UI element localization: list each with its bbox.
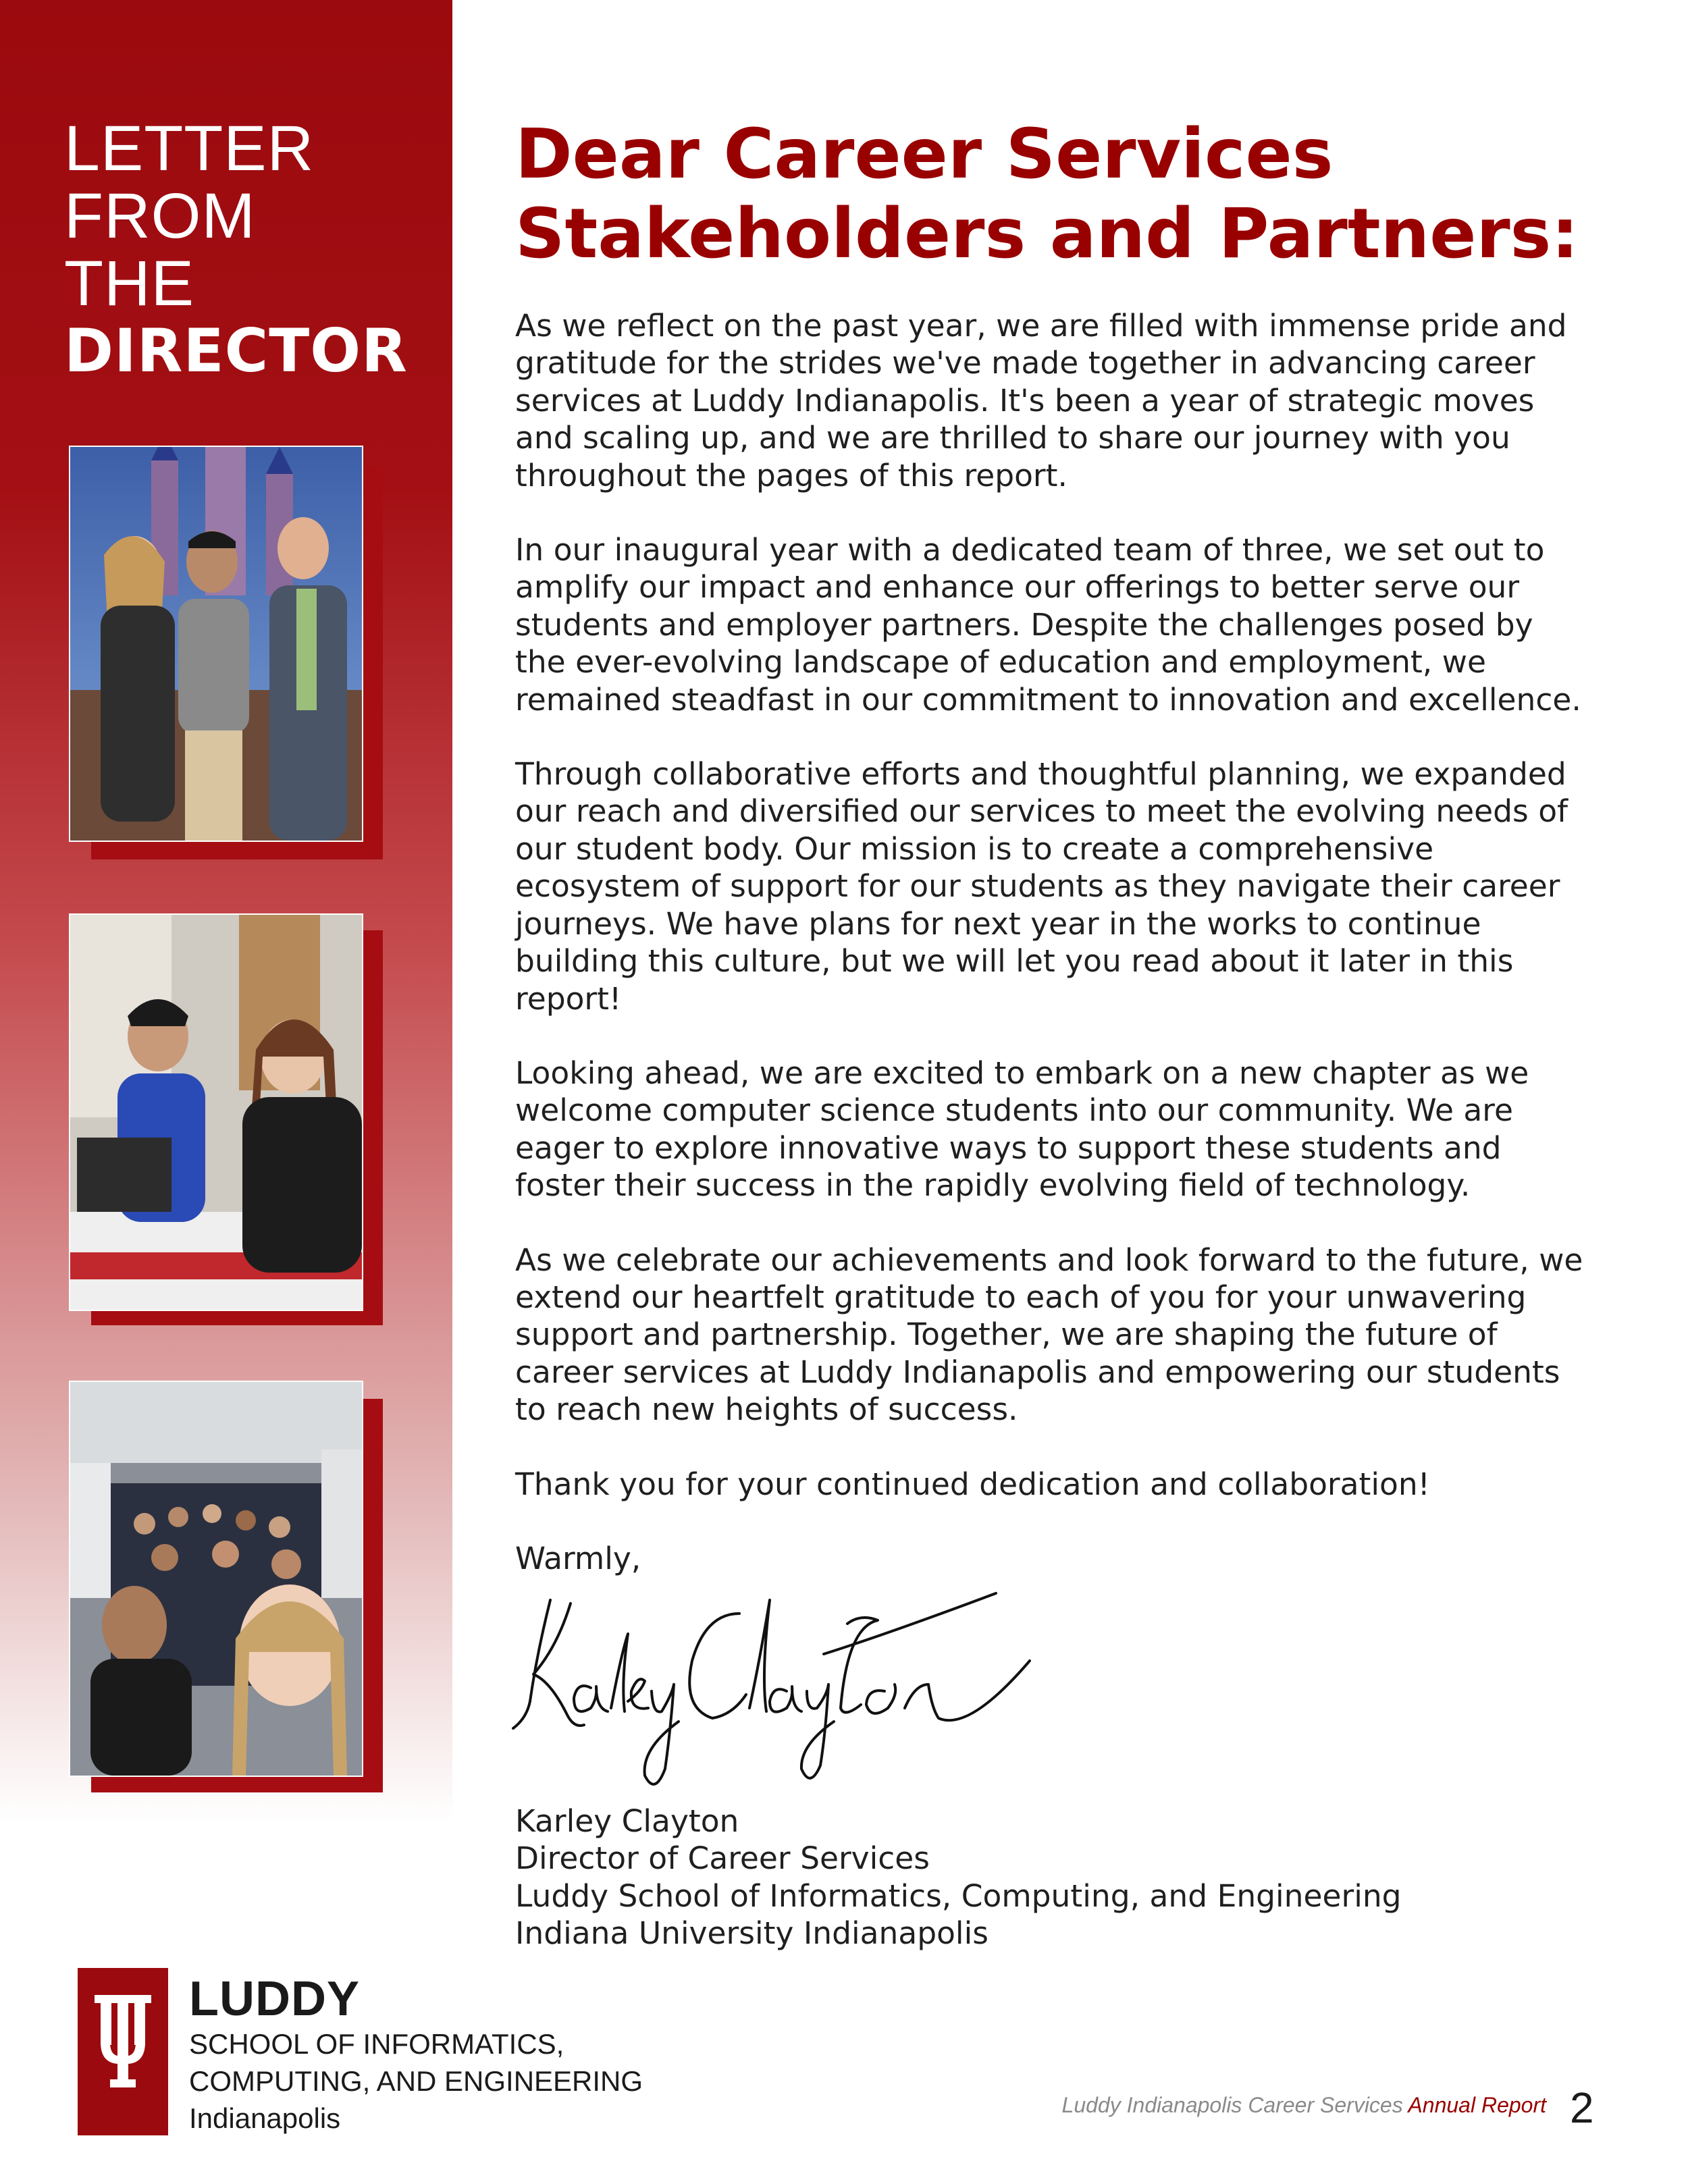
text-line: throughout the pages of this report. [515, 457, 1067, 494]
text-line: Warmly, [515, 1540, 641, 1576]
text-line: As we reflect on the past year, we are filled with immense pride and [515, 308, 1567, 344]
closing [515, 1540, 1582, 1577]
photo-icon [70, 915, 362, 1310]
text-line: students and employer partners. Despite the challenges posed by [515, 606, 1533, 643]
text-line: career services at Luddy Indianapolis and empowering our students [515, 1354, 1560, 1390]
text-line: support and partnership. Together, we are shaping the future of [515, 1316, 1498, 1353]
title-line-bold: DIRECTOR [64, 316, 408, 385]
footer-text: Luddy Indianapolis Career Services [1061, 2093, 1408, 2117]
text-line: Looking ahead, we are excited to embark on a new chapter as we [515, 1055, 1529, 1091]
luddy-logo-mark [78, 1968, 168, 2135]
text-line: our student body. Our mission is to create a comprehensive [515, 830, 1434, 867]
text-line: welcome computer science students into our community. We are [515, 1092, 1513, 1129]
title-line: LETTER [64, 113, 315, 184]
title-line: FROM [64, 180, 256, 252]
text-line: extend our heartfelt gratitude to each of you for your unwavering [515, 1279, 1527, 1315]
signer-title: Director of Career Services [515, 1840, 930, 1877]
signer-university: Indiana University Indianapolis [515, 1915, 988, 1952]
text-line: eager to explore innovative ways to support these students and [515, 1129, 1502, 1166]
paragraph [515, 531, 1582, 718]
text-line: services at Luddy Indianapolis. It's been a year of strategic moves [515, 382, 1535, 419]
paragraph [515, 755, 1582, 1017]
signature-icon [510, 1573, 1050, 1796]
advising-photo [69, 913, 363, 1311]
text-line: Thank you for your continued dedication and collaboration! [515, 1466, 1430, 1502]
footer-accent: Annual Report [1408, 2093, 1546, 2117]
page-number: 2 [1570, 2083, 1594, 2132]
photo-icon [70, 1382, 362, 1776]
text-line: report! [515, 980, 622, 1017]
text-line: and scaling up, and we are thrilled to share our journey with you [515, 420, 1510, 456]
logo-line: COMPUTING, AND ENGINEERING [189, 2065, 643, 2097]
logo-line: SCHOOL OF INFORMATICS, [189, 2028, 564, 2060]
signer-name: Karley Clayton [515, 1803, 739, 1839]
text-line: gratitude for the strides we've made together in advancing career [515, 345, 1535, 381]
heading-line: Stakeholders and Partners: [515, 194, 1579, 274]
text-line: As we celebrate our achievements and look forward to the future, we [515, 1242, 1583, 1278]
section-title [64, 115, 408, 385]
paragraph [515, 307, 1582, 494]
title-line: THE [64, 248, 194, 319]
text-line: remained steadfast in our commitment to innovation and excellence. [515, 681, 1581, 718]
text-line: building this culture, but we will let you read about it later in this [515, 943, 1514, 980]
letter-body [515, 307, 1582, 1614]
text-line: ecosystem of support for our students as they navigate their career [515, 868, 1560, 905]
signer-school: Luddy School of Informatics, Computing, and Engineering [515, 1877, 1402, 1914]
logo-name: LUDDY [189, 1972, 360, 2026]
paragraph [515, 1242, 1582, 1429]
text-line: Through collaborative efforts and thoughtful planning, we expanded [515, 756, 1566, 793]
paragraph [515, 1466, 1582, 1503]
text-line: to reach new heights of success. [515, 1391, 1018, 1428]
text-line: In our inaugural year with a dedicated team of three, we set out to [515, 532, 1545, 568]
page-footer [932, 2093, 1546, 2118]
iu-trident-icon [78, 1968, 168, 2135]
bus-trip-photo [69, 1381, 363, 1777]
team-photo [69, 446, 363, 842]
text-line: foster their success in the rapidly evolving field of technology. [515, 1167, 1471, 1204]
text-line: journeys. We have plans for next year in the works to continue [515, 905, 1481, 942]
text-line: amplify our impact and enhance our offerings to better serve our [515, 569, 1520, 606]
letter-heading [515, 115, 1595, 274]
signature [510, 1573, 1050, 1799]
heading-line: Dear Career Services [515, 114, 1334, 194]
text-line: the ever-evolving landscape of education and employment, we [515, 644, 1486, 681]
signoff-block [515, 1803, 1402, 1952]
logo-line: Indianapolis [189, 2102, 341, 2134]
luddy-logo-text [189, 1973, 643, 2137]
photo-icon [70, 447, 362, 841]
text-line: our reach and diversified our services to meet the evolving needs of [515, 793, 1568, 830]
paragraph [515, 1055, 1582, 1204]
